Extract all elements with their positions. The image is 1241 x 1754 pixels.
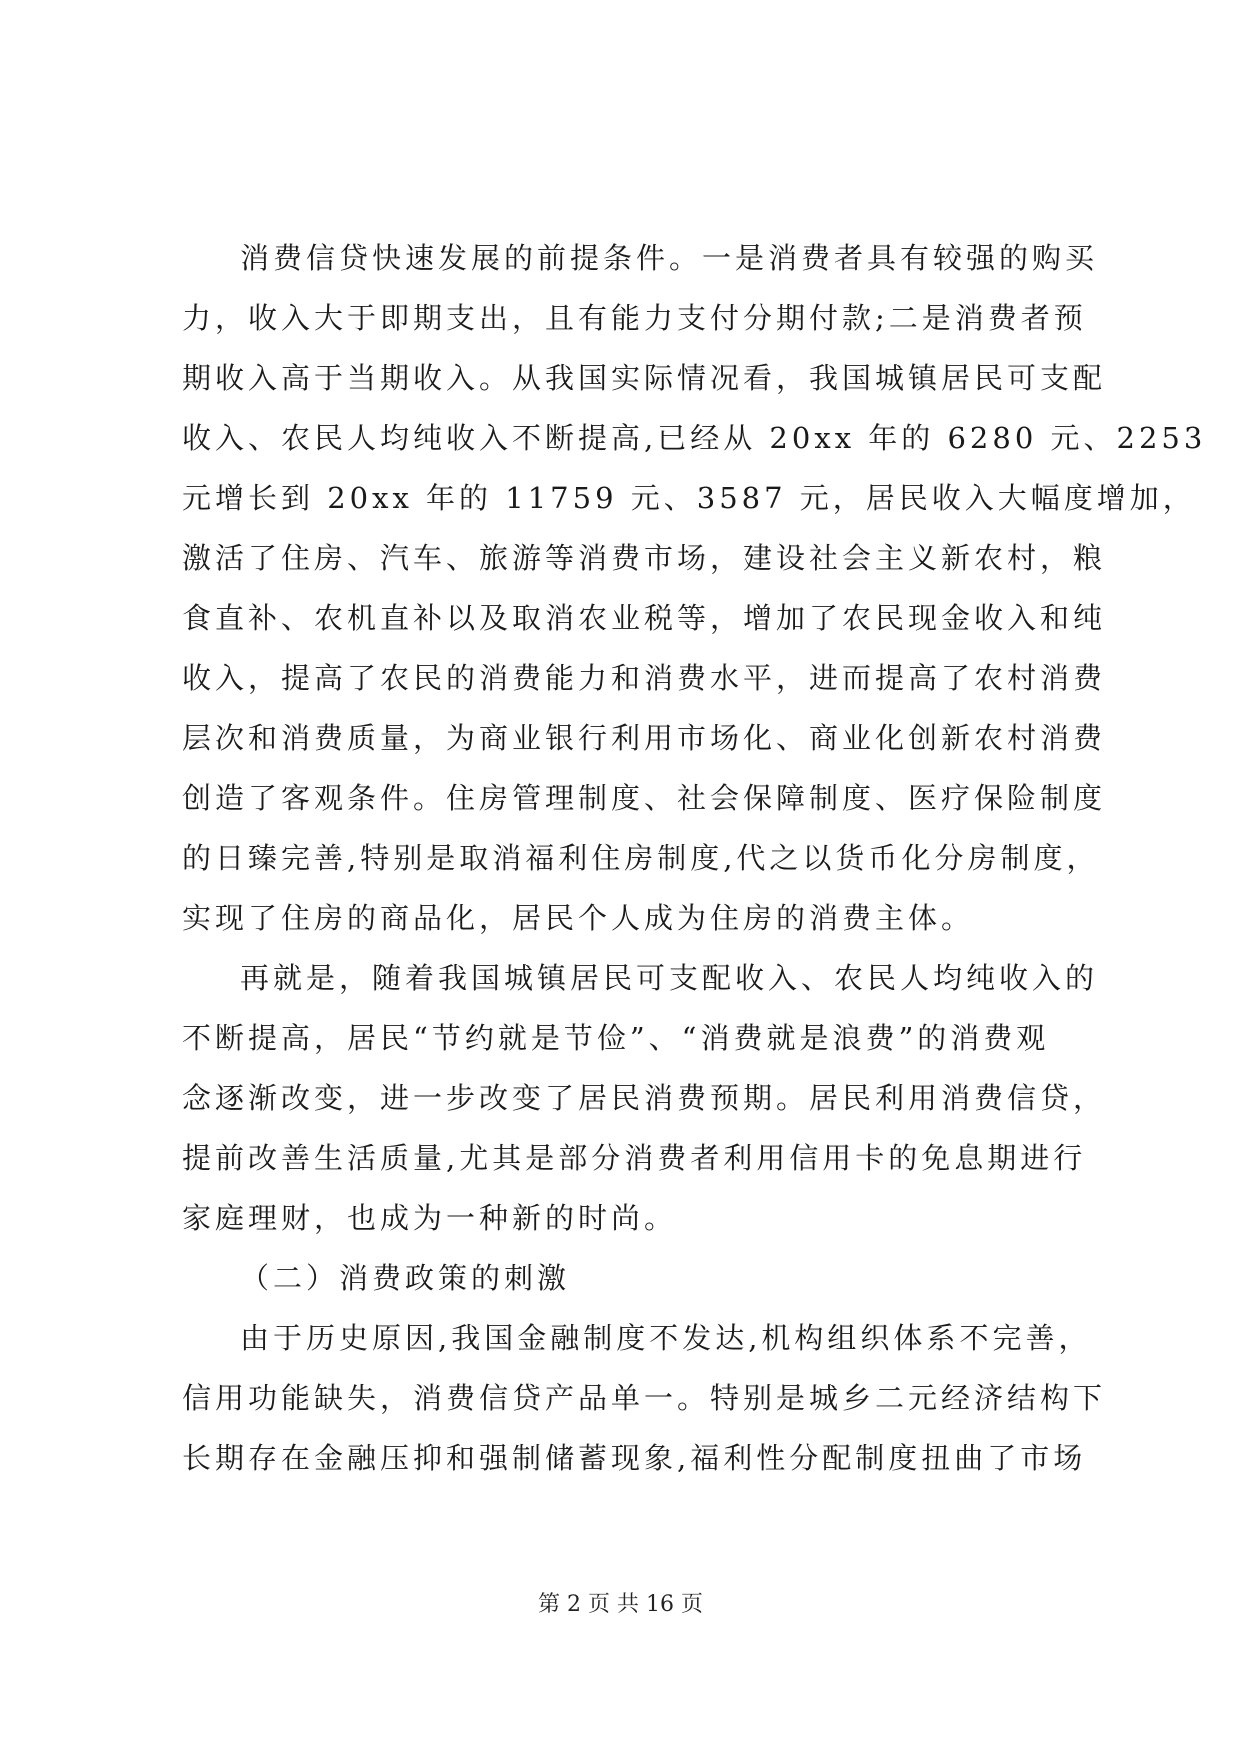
- paragraph-line: 消费信贷快速发展的前提条件。一是消费者具有较强的购买: [240, 241, 1099, 275]
- paragraph-line: 收入，提高了农民的消费能力和消费水平，进而提高了农村消费: [182, 661, 1107, 695]
- paragraph-line: 提前改善生活质量,尤其是部分消费者利用信用卡的免息期进行: [182, 1141, 1087, 1175]
- paragraph-line: 收入、农民人均纯收入不断提高,已经从 20xx 年的 6280 元、2253: [182, 421, 1207, 455]
- document-body: [182, 228, 1207, 1488]
- paragraph-line: 食直补、农机直补以及取消农业税等，增加了农民现金收入和纯: [182, 601, 1107, 635]
- paragraph-line: 实现了住房的商品化，居民个人成为住房的消费主体。: [182, 901, 975, 935]
- section-heading: （二）消费政策的刺激: [240, 1261, 571, 1295]
- paragraph-line: 的日臻完善,特别是取消福利住房制度,代之以货币化分房制度，: [182, 841, 1100, 875]
- paragraph-line: 家庭理财，也成为一种新的时尚。: [182, 1201, 678, 1235]
- paragraph-line: 再就是，随着我国城镇居民可支配收入、农民人均纯收入的: [240, 961, 1099, 995]
- paragraph-line: 信用功能缺失，消费信贷产品单一。特别是城乡二元经济结构下: [182, 1381, 1107, 1415]
- paragraph-line: 元增长到 20xx 年的 11759 元、3587 元，居民收入大幅度增加，: [182, 481, 1196, 515]
- paragraph-line: 创造了客观条件。住房管理制度、社会保障制度、医疗保险制度: [182, 781, 1107, 815]
- page-number-footer: 第 2 页 共 16 页: [538, 1592, 703, 1617]
- paragraph-line: 层次和消费质量，为商业银行利用市场化、商业化创新农村消费: [182, 721, 1107, 755]
- paragraph-line: 激活了住房、汽车、旅游等消费市场，建设社会主义新农村，粮: [182, 541, 1107, 575]
- paragraph-line: 念逐渐改变，进一步改变了居民消费预期。居民利用消费信贷，: [182, 1081, 1107, 1115]
- paragraph-line: 长期存在金融压抑和强制储蓄现象,福利性分配制度扭曲了市场: [182, 1441, 1087, 1475]
- paragraph-line: 期收入高于当期收入。从我国实际情况看，我国城镇居民可支配: [182, 361, 1107, 395]
- paragraph-line: 力，收入大于即期支出，且有能力支付分期付款;二是消费者预: [182, 301, 1087, 335]
- paragraph-line: 由于历史原因,我国金融制度不发达,机构组织体系不完善，: [240, 1321, 1092, 1355]
- paragraph-line: 不断提高，居民“节约就是节俭”、“消费就是浪费”的消费观: [182, 1021, 1050, 1055]
